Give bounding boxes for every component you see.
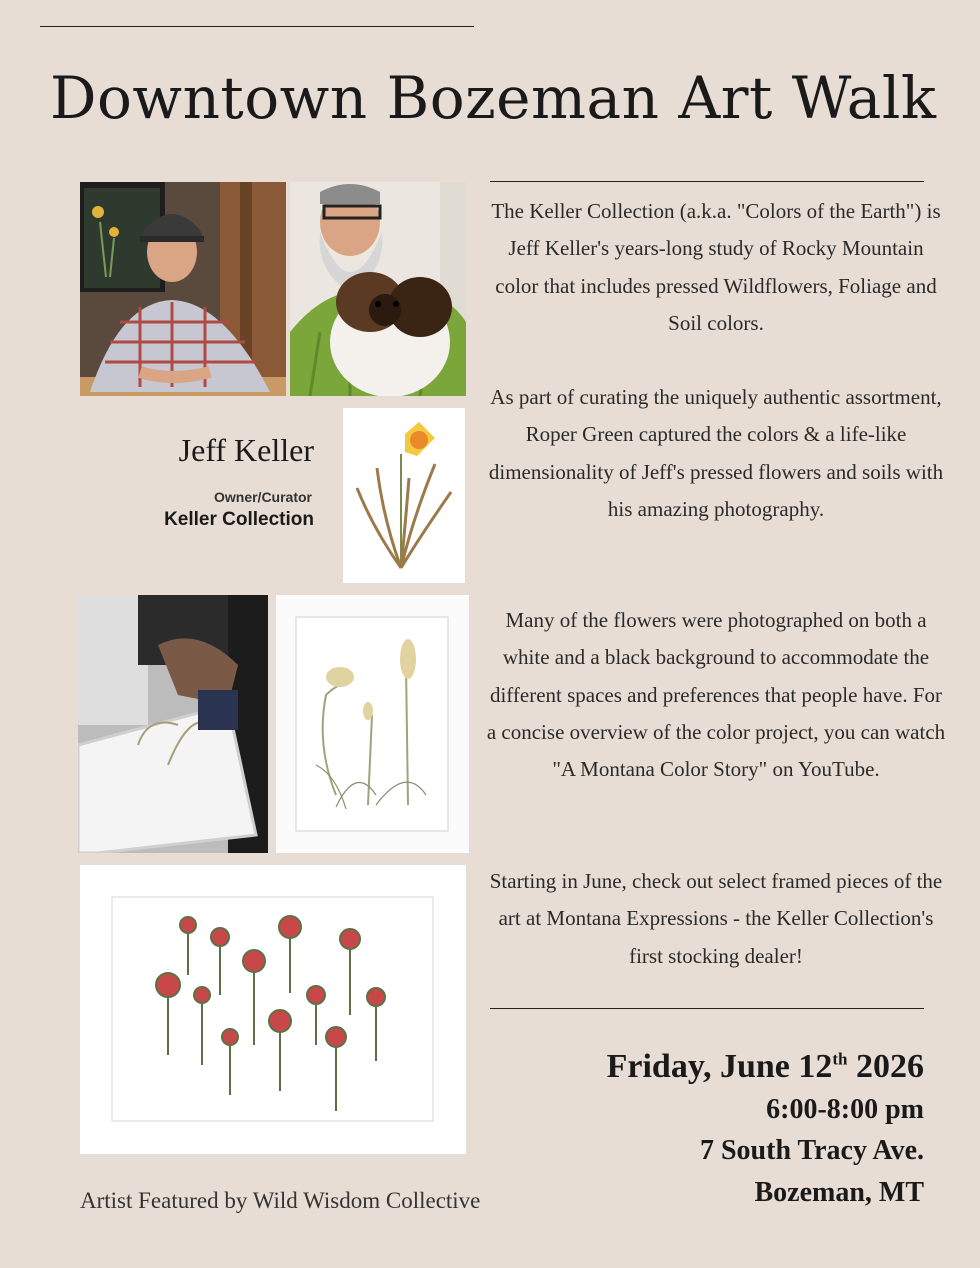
- daffodil-print-photo: [343, 408, 465, 583]
- event-city: Bozeman, MT: [754, 1177, 924, 1208]
- event-address: 7 South Tracy Ave.: [699, 1135, 924, 1166]
- content-bottom-divider: [490, 1008, 924, 1009]
- studio-work-photo: [78, 595, 268, 853]
- artist-portrait-photo: [80, 182, 286, 396]
- artist-name: Jeff Keller: [178, 432, 314, 468]
- artist-organization: Keller Collection: [164, 509, 314, 530]
- event-date-suffix: th: [832, 1049, 848, 1069]
- paintbrush-print-photo: [80, 865, 466, 1154]
- artist-info: [164, 432, 314, 531]
- event-date-prefix: Friday, June 12: [606, 1048, 833, 1085]
- description-paragraph-3: Many of the flowers were photographed on both a white and a black background to accommodate the different spaces and preferences that people have. For a concise overview of the color project, you can watch "A Montana Color Story" on YouTube.: [486, 608, 946, 782]
- description-paragraph-1: The Keller Collection (a.k.a. "Colors of the Earth") is Jeff Keller's years-long study of Rocky Mountain color that includes pressed Wildflowers, Foliage and Soil colors.: [491, 199, 941, 335]
- event-date-year: 2026: [847, 1048, 924, 1085]
- page-title: Downtown Bozeman Art Walk: [50, 64, 937, 132]
- description-paragraph-2: As part of curating the uniquely authentic assortment, Roper Green captured the colors & a life-like dimensionality of Jeff's pressed flowers and soils with his amazing photography.: [488, 385, 944, 521]
- man-with-dog-photo: [290, 182, 466, 396]
- footer-credit: Artist Featured by Wild Wisdom Collective: [80, 1188, 481, 1213]
- event-date: [607, 1048, 924, 1086]
- artist-role: Owner/Curator: [213, 489, 312, 505]
- description-paragraph-4: Starting in June, check out select framed pieces of the art at Montana Expressions - the Keller Collection's first stocking dealer!: [489, 869, 943, 968]
- event-time: 6:00-8:00 pm: [766, 1094, 924, 1125]
- beargrass-print-photo: [276, 595, 469, 853]
- content-top-divider: [490, 181, 924, 182]
- top-divider: [40, 26, 474, 27]
